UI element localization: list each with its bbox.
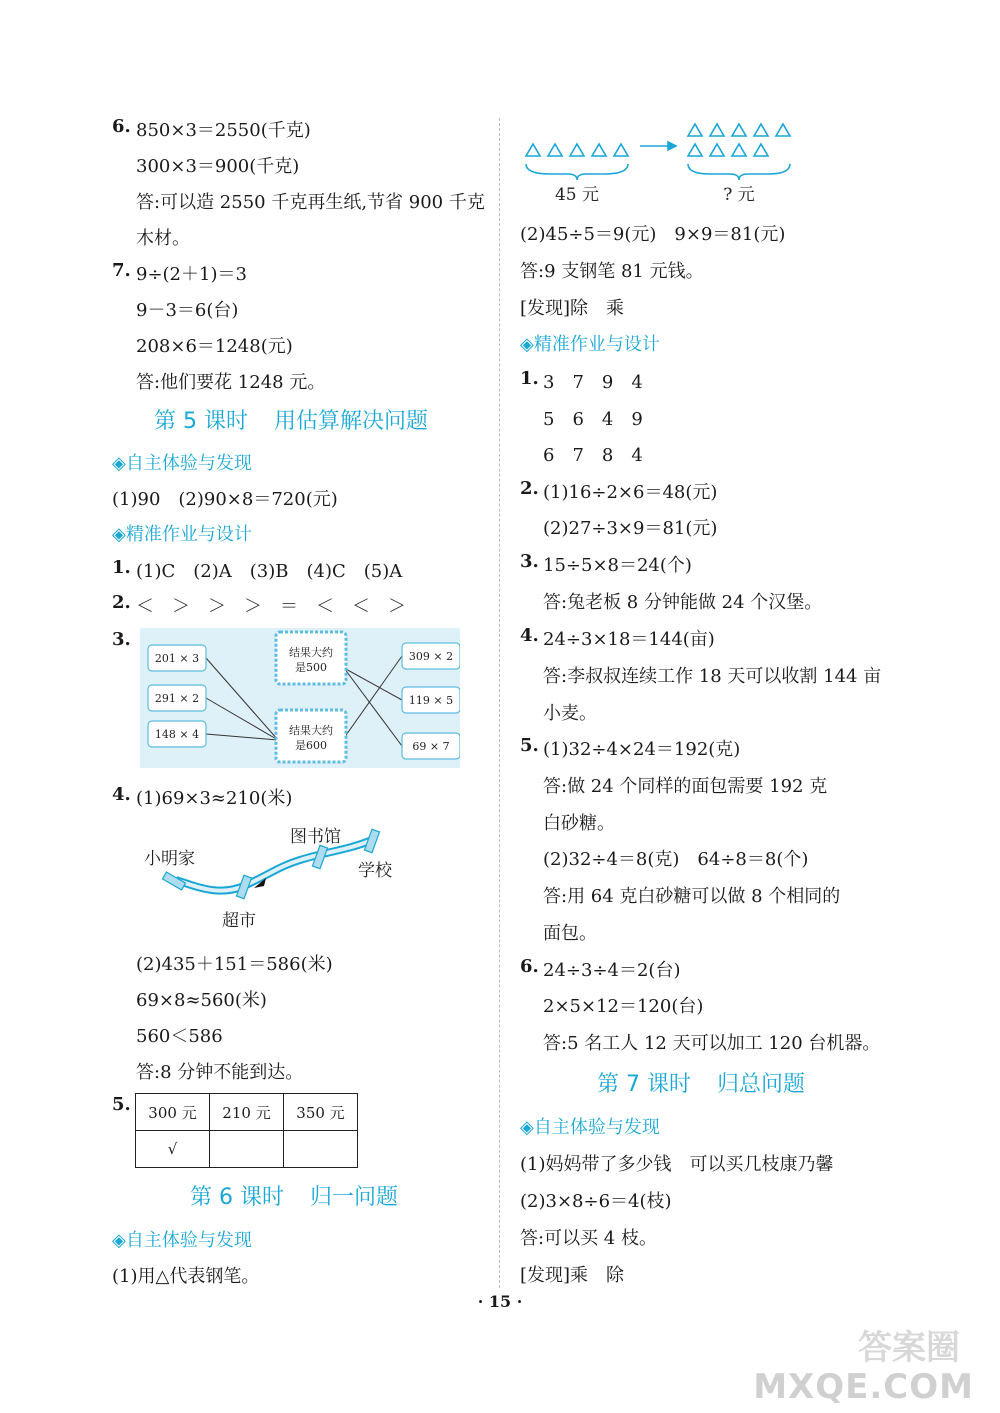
match-right-3: 69 × 7 [412, 740, 450, 753]
table-cell [210, 1131, 284, 1168]
triangle-icon [732, 124, 746, 136]
l5-q5-number: 5. [112, 1094, 131, 1115]
arrow-right-icon [668, 142, 676, 150]
triangle-left-label: 45 元 [554, 185, 600, 205]
l5-q4-number: 4. [112, 784, 131, 805]
route-map [140, 818, 410, 938]
lesson6-explore-heading: ◈自主体验与发现 [112, 1230, 252, 1251]
lesson7-heading [597, 1067, 805, 1098]
r-q5-line5: 答:用 64 克白砂糖可以做 8 个相同的 [543, 886, 841, 907]
triangle-diagram [520, 118, 800, 208]
lesson7-title: 归总问题 [716, 1072, 805, 1097]
match-center-bottom-line2: 是600 [295, 739, 327, 752]
lesson6-homework-heading: ◈精准作业与设计 [520, 334, 660, 355]
brace-left [526, 164, 628, 180]
match-right-2: 119 × 5 [408, 694, 454, 707]
l7-discovery: [发现]乘 除 [520, 1265, 625, 1286]
map-label-school: 学校 [358, 861, 392, 881]
r-q5-line4: (2)32÷4＝8(克) 64÷8＝8(个) [543, 849, 809, 870]
match-center-top-line2: 是500 [295, 661, 327, 674]
l5-q4-line4: 560＜586 [136, 1026, 223, 1047]
map-label-home: 小明家 [144, 849, 195, 869]
r-q4-number: 4. [520, 625, 539, 646]
lesson5-explore-answer: (1)90 (2)90×8＝720(元) [112, 489, 338, 510]
l7-explore-line1: (1)妈妈带了多少钱 可以买几枝康乃馨 [520, 1154, 834, 1175]
map-label-market: 超市 [222, 911, 256, 931]
q7-line3: 208×6＝1248(元) [136, 336, 293, 357]
map-label-library: 图书馆 [290, 827, 341, 847]
q7-number: 7. [112, 260, 131, 281]
r-q3-line1: 15÷5×8＝24(个) [543, 555, 692, 576]
match-left-3: 148 × 4 [154, 728, 200, 741]
triangle-icon [754, 144, 768, 156]
q6-line4: 木材。 [136, 228, 190, 249]
q7-line1: 9÷(2＋1)＝3 [136, 264, 247, 285]
price-table [135, 1093, 358, 1168]
table-header-cell: 210 元 [210, 1094, 284, 1131]
r-q4-line2: 答:李叔叔连续工作 18 天可以收割 144 亩 [543, 666, 882, 687]
lesson5-explore-heading: ◈自主体验与发现 [112, 453, 252, 474]
r-q1-row2: 5 6 4 9 [543, 409, 643, 430]
triangle-icon [614, 144, 628, 156]
l5-q2-number: 2. [112, 592, 131, 613]
l5-q1-answer: (1)C (2)A (3)B (4)C (5)A [136, 561, 403, 582]
match-left-1: 201 × 3 [154, 652, 200, 665]
r-q6-line2: 2×5×12＝120(台) [543, 996, 704, 1017]
triangle-icon [548, 144, 562, 156]
triangle-icon [732, 144, 746, 156]
q6-line1: 850×3＝2550(千克) [136, 120, 311, 141]
r-q6-line1: 24÷3÷4＝2(台) [543, 960, 681, 981]
table-header-cell: 300 元 [136, 1094, 210, 1131]
r-q5-line2: 答:做 24 个同样的面包需要 192 克 [543, 776, 828, 797]
table-header-cell: 350 元 [284, 1094, 358, 1131]
lesson7-number: 第 7 课时 [597, 1072, 691, 1097]
matching-diagram [140, 628, 460, 768]
triangle-right-label: ? 元 [723, 185, 755, 205]
triangle-icon [688, 124, 702, 136]
watermark: MXQE.COM [753, 1367, 974, 1407]
triangle-icon [688, 144, 702, 156]
l5-q4-line1: (1)69×3≈210(米) [136, 788, 293, 809]
column-divider [499, 118, 500, 1288]
r-q4-line1: 24÷3×18＝144(亩) [543, 629, 715, 650]
r-q1-number: 1. [520, 368, 539, 389]
lesson5-number: 第 5 课时 [154, 409, 248, 434]
r-q2-line2: (2)27÷3×9＝81(元) [543, 518, 718, 539]
q6-line3: 答:可以造 2550 千克再生纸,节省 900 千克 [136, 192, 485, 213]
l6-discovery: [发现]除 乘 [520, 298, 625, 319]
table-cell-check: √ [136, 1131, 210, 1168]
match-center-top-line1: 结果大约 [289, 646, 333, 659]
q6-number: 6. [112, 116, 131, 137]
r-q1-row1: 3 7 9 4 [543, 372, 643, 393]
match-right-1: 309 × 2 [408, 650, 454, 663]
r-q3-line2: 答:兔老板 8 分钟能做 24 个汉堡。 [543, 592, 823, 613]
lesson6-explore-answer: (1)用△代表钢笔。 [112, 1266, 260, 1287]
r-q6-line3: 答:5 名工人 12 天可以加工 120 台机器。 [543, 1033, 881, 1054]
l5-q2-answer: ＜ ＞ ＞ ＞ ＝ ＜ ＜ ＞ [136, 596, 406, 617]
l5-q4-line2: (2)435＋151＝586(米) [136, 954, 333, 975]
lesson5-homework-heading: ◈精准作业与设计 [112, 524, 252, 545]
brace-right [688, 164, 790, 180]
table-row [136, 1131, 358, 1168]
l7-explore-line2: (2)3×8÷6＝4(枝) [520, 1191, 672, 1212]
r-q1-row3: 6 7 8 4 [543, 445, 643, 466]
lesson6-number: 第 6 课时 [190, 1185, 284, 1210]
page-number: · 15 · [477, 1292, 523, 1311]
lesson5-title: 用估算解决问题 [273, 409, 428, 434]
r-q5-line3: 白砂糖。 [543, 813, 615, 834]
map-marker-home [162, 872, 185, 890]
triangle-icon [754, 124, 768, 136]
q7-line2: 9－3＝6(台) [136, 300, 239, 321]
l5-q4-line5: 答:8 分钟不能到达。 [136, 1062, 304, 1083]
r-q3-number: 3. [520, 551, 539, 572]
triangle-icon [592, 144, 606, 156]
q7-line4: 答:他们要花 1248 元。 [136, 372, 326, 393]
triangle-icon [710, 124, 724, 136]
lesson7-explore-heading: ◈自主体验与发现 [520, 1117, 660, 1138]
r-q5-number: 5. [520, 735, 539, 756]
match-left-2: 291 × 2 [154, 692, 200, 705]
r-q4-line3: 小麦。 [543, 703, 597, 724]
l7-answer: 答:可以买 4 枝。 [520, 1228, 657, 1249]
l6-answer: 答:9 支钢笔 81 元钱。 [520, 261, 704, 282]
r-q2-line1: (1)16÷2×6＝48(元) [543, 482, 718, 503]
r-q2-number: 2. [520, 478, 539, 499]
l5-q3-number: 3. [112, 629, 131, 650]
lesson6-title: 归一问题 [309, 1185, 398, 1210]
triangle-icon [526, 144, 540, 156]
l5-q4-line3: 69×8≈560(米) [136, 990, 267, 1011]
table-row [136, 1094, 358, 1131]
l5-q1-number: 1. [112, 557, 131, 578]
triangle-icon [570, 144, 584, 156]
lesson6-heading [190, 1180, 398, 1211]
watermark-logo: 答案圈 [858, 1328, 960, 1368]
route-road-inner [176, 840, 372, 891]
match-center-bottom-line1: 结果大约 [289, 724, 333, 737]
r-q5-line1: (1)32÷4×24＝192(克) [543, 739, 741, 760]
r-q5-line6: 面包。 [543, 923, 597, 944]
r-q6-number: 6. [520, 956, 539, 977]
q6-line2: 300×3＝900(千克) [136, 156, 300, 177]
table-cell [284, 1131, 358, 1168]
triangle-icon [776, 124, 790, 136]
triangle-icon [710, 144, 724, 156]
l6-explore-line2: (2)45÷5＝9(元) 9×9＝81(元) [520, 224, 786, 245]
lesson5-heading [154, 404, 428, 435]
